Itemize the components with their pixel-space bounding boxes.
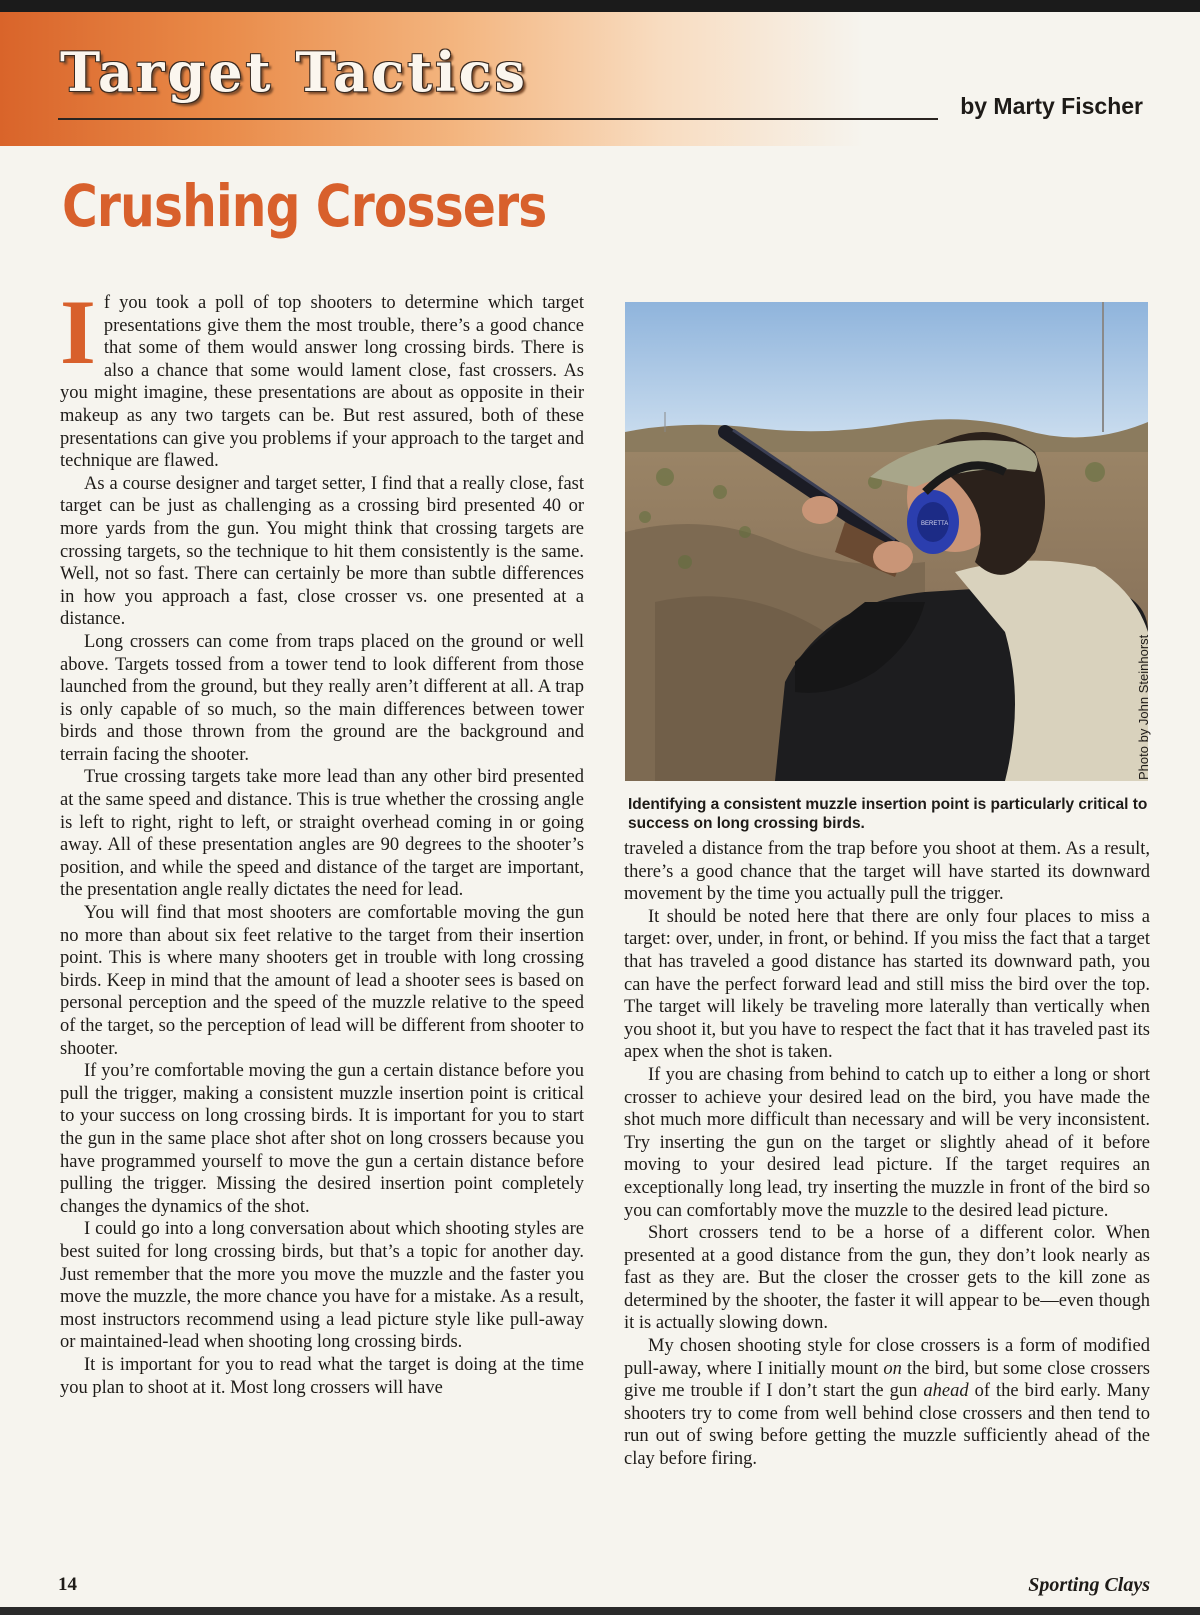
photo-caption: Identifying a consistent muzzle insertion point is particularly critical to success on long crossing birds. bbox=[628, 796, 1148, 832]
page-number: 14 bbox=[58, 1574, 77, 1595]
paragraph-6: If you’re comfortable moving the gun a certain distance before you pull the trigger, making a consistent muzzle insertion point is critical to your success on long crossing birds. It is important for you to start the gun in the same place shot after shot on long crossers because you have programmed yourself to move the gun a certain distance before pulling the trigger. Missing the desired insertion point completely changes the dynamics of the shot. bbox=[60, 1061, 584, 1217]
byline: by Marty Fischer bbox=[960, 93, 1143, 119]
emphasis-ahead: ahead bbox=[923, 1381, 969, 1402]
paragraph-13-part1: My chosen shooting style for close crossers is a form of modified pull-away, where I initially mount bbox=[624, 1336, 1150, 1379]
paragraph-9: traveled a distance from the trap before you shoot at them. As a result, there’s a good chance that the target will have started its downward movement by the time you actually pull the trigger. bbox=[624, 839, 1150, 905]
section-title: Target Tactics bbox=[60, 40, 528, 104]
emphasis-on: on bbox=[883, 1358, 902, 1379]
paragraph-11: If you are chasing from behind to catch up to either a long or short crosser to achieve your desired lead on the bird, you have made the shot much more difficult than necessary and will be very inconsistent. Try inserting the gun on the target or slightly ahead of it before moving to your desired lead picture. If the target requires an exceptionally long lead, try inserting the muzzle in front of the bird so you can comfortably move the muzzle to the desired lead picture. bbox=[624, 1064, 1150, 1221]
paragraph-7: I could go into a long conversation about which shooting styles are best suited for long crossing birds, but that’s a topic for another day. Just remember that the more you move the muzzle and the faster you move the muzzle, the more chance you have for a mistake. As a result, most instructors recommend using a lead picture style like pull-away or maintained-lead when shooting long crossing birds. bbox=[60, 1219, 584, 1353]
paragraph-13 bbox=[624, 1335, 1150, 1471]
magazine-name: Sporting Clays bbox=[1028, 1574, 1150, 1596]
right-column bbox=[624, 838, 1150, 1471]
paragraph-13-part2: the bird, but some close crossers give me trouble if I don’t start the gun bbox=[624, 1358, 1150, 1402]
bottom-edge bbox=[0, 1607, 1200, 1615]
paragraph-3: Long crossers can come from traps placed on the ground or well above. Targets tossed from a tower tend to look different from those launched from the ground, but they really aren’t different at all. A trap is only capable of so much, so the main differences between tower birds and those thrown from the ground are the background and terrain facing the shooter. bbox=[60, 631, 584, 765]
title-rule bbox=[58, 118, 938, 120]
left-column bbox=[60, 281, 584, 1399]
article-photo bbox=[625, 302, 1148, 781]
paragraph-1 bbox=[60, 281, 584, 473]
top-edge bbox=[0, 0, 1200, 12]
hat-logo: BERETTA bbox=[921, 521, 949, 527]
paragraph-2: As a course designer and target setter, I find that a really close, fast target can be just as challenging as a crossing bird presented 40 or more yards from the gun. You might think that crossing targets are crossing targets, so the technique to hit them consistently is the same. Well, not so fast. There can certainly be more than subtle differences in how you approach a fast, close crosser vs. one presented at a distance. bbox=[60, 473, 584, 630]
paragraph-13-part3: of the bird early. Many shooters try to come from well behind close crossers and then tend to run out of swing before getting the muzzle sufficiently ahead of the clay before firing. bbox=[624, 1381, 1151, 1470]
paragraph-12: Short crossers tend to be a horse of a different color. When presented at a good distance from the gun, they don’t look nearly as fast as they are. But the closer the crosser gets to the kill zone as determined by the shooter, the faster it will appear to be—even though it is actually slowing down. bbox=[624, 1223, 1150, 1334]
article-headline: Crushing Crossers bbox=[62, 172, 547, 240]
photo-credit: Photo by John Steinhorst bbox=[1136, 634, 1151, 780]
paragraph-8: It is important for you to read what the target is doing at the time you plan to shoot at it. Most long crossers will have bbox=[60, 1354, 584, 1398]
paragraph-10: It should be noted here that there are only four places to miss a target: over, under, in front, or behind. If you miss the fact that a target that has traveled a good distance has started its downward path, you can have the perfect forward lead and still miss the bird over the top. The target will likely be traveling more laterally than vertically when you shoot it, but you have to respect the fact that it has traveled past its apex when the shot is taken. bbox=[624, 906, 1150, 1063]
paragraph-5: You will find that most shooters are comfortable moving the gun no more than about six feet relative to the target from their insertion point. This is where many shooters get in trouble with long crossing birds. Keep in mind that the amount of lead a shooter sees is based on personal perception and the speed of the muzzle relative to the speed of the target, so the perception of lead will be different from shooter to shooter. bbox=[60, 903, 584, 1059]
paragraph-4: True crossing targets take more lead than any other bird presented at the same speed and distance. This is true whether the crossing angle is left to right, right to left, or straight overhead coming in or going away. All of these presentation angles are 90 degrees to the shooter’s position, and while the speed and distance of the target are important, the presentation angle really dictates the need for lead. bbox=[60, 767, 584, 901]
paragraph-1-text: f you took a poll of top shooters to determine which target presentations give them the most trouble, there’s a good chance that some of them would answer long crossing birds. There is also a chance that some would lament close, fast crossers. As you might imagine, these presentations are about as opposite in their makeup as any two targets can be. But rest assured, both of these presentations can give you problems if your approach to the target and technique are flawed. bbox=[60, 293, 584, 472]
drop-cap: I bbox=[60, 281, 96, 383]
